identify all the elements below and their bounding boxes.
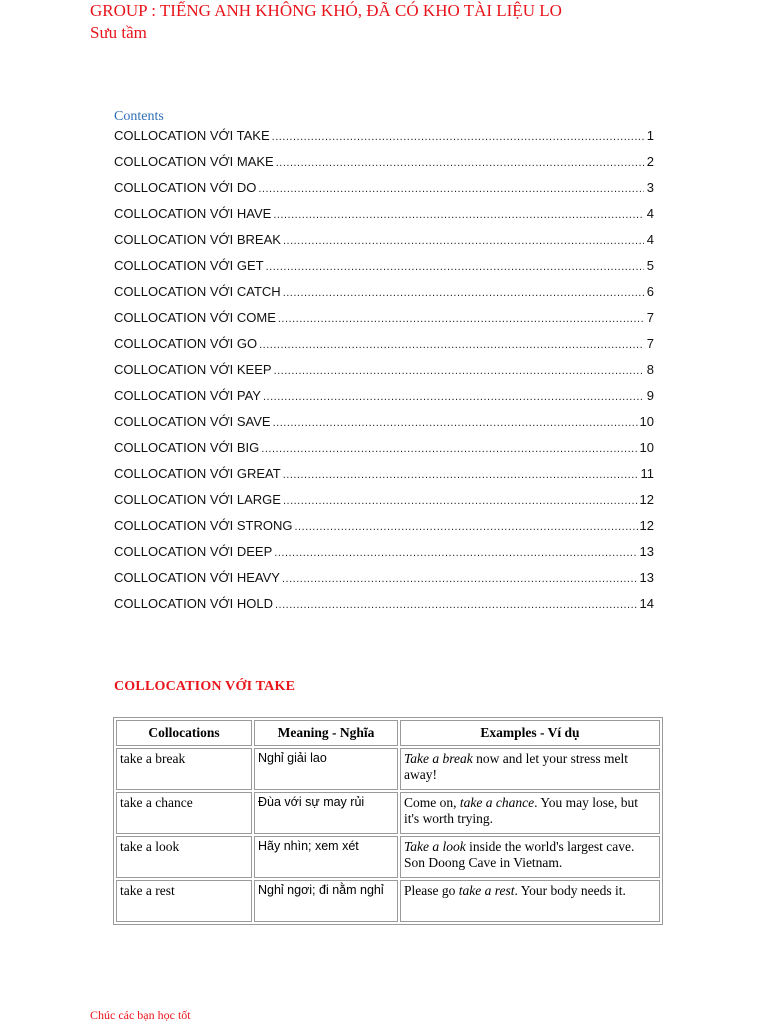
toc-entry[interactable] xyxy=(114,334,654,360)
toc-leader-dots xyxy=(258,179,644,199)
toc-entry-label: COLLOCATION VỚI STRONG xyxy=(114,518,293,533)
toc-entry-page: 10 xyxy=(639,440,654,455)
toc-entry-page: 2 xyxy=(646,154,654,169)
toc-entry-label: COLLOCATION VỚI CATCH xyxy=(114,284,281,299)
example-emphasis: Take a look xyxy=(404,839,466,854)
toc-entry[interactable] xyxy=(114,308,654,334)
column-header-examples: Examples - Ví dụ xyxy=(400,720,660,746)
example-emphasis: take a chance xyxy=(459,795,535,810)
toc-entry-label: COLLOCATION VỚI HAVE xyxy=(114,206,272,221)
toc-entry-label: COLLOCATION VỚI KEEP xyxy=(114,362,272,377)
toc-entry-page: 4 xyxy=(646,232,654,247)
collocation-cell: take a break xyxy=(116,748,252,790)
table-row xyxy=(116,880,660,922)
column-header-meaning: Meaning - Nghĩa xyxy=(254,720,398,746)
example-prefix: Come on, xyxy=(404,795,460,810)
source-note: Sưu tầm xyxy=(90,23,147,42)
footer-note: Chúc các bạn học tốt xyxy=(90,1008,191,1022)
table-of-contents xyxy=(114,126,654,620)
example-cell xyxy=(400,836,660,878)
toc-entry-page: 8 xyxy=(646,362,654,377)
toc-leader-dots xyxy=(273,413,638,433)
toc-entry-page: 5 xyxy=(646,258,654,273)
toc-leader-dots xyxy=(275,595,638,615)
toc-entry-label: COLLOCATION VỚI MAKE xyxy=(114,154,274,169)
meaning-cell: Nghỉ giải lao xyxy=(254,748,398,790)
toc-entry[interactable] xyxy=(114,412,654,438)
toc-entry-label: COLLOCATION VỚI HOLD xyxy=(114,596,273,611)
example-rest: inside the world's largest cave. Son Doong Cave in Vietnam. xyxy=(404,839,635,870)
toc-entry-page: 13 xyxy=(639,544,654,559)
toc-leader-dots xyxy=(274,361,644,381)
toc-entry[interactable] xyxy=(114,360,654,386)
toc-entry-page: 9 xyxy=(646,388,654,403)
toc-entry[interactable] xyxy=(114,178,654,204)
toc-leader-dots xyxy=(266,257,644,277)
toc-leader-dots xyxy=(283,491,638,511)
table-row xyxy=(116,836,660,878)
toc-entry[interactable] xyxy=(114,230,654,256)
toc-leader-dots xyxy=(283,465,639,485)
toc-entry-page: 3 xyxy=(646,180,654,195)
toc-entry-page: 6 xyxy=(646,284,654,299)
toc-entry-label: COLLOCATION VỚI DO xyxy=(114,180,257,195)
toc-entry-label: COLLOCATION VỚI BIG xyxy=(114,440,260,455)
toc-leader-dots xyxy=(283,283,644,303)
toc-entry-page: 11 xyxy=(640,466,654,481)
toc-entry-label: COLLOCATION VỚI GREAT xyxy=(114,466,281,481)
toc-entry-page: 7 xyxy=(646,336,654,351)
toc-entry[interactable] xyxy=(114,438,654,464)
toc-entry-label: COLLOCATION VỚI PAY xyxy=(114,388,261,403)
toc-leader-dots xyxy=(261,439,637,459)
table-row xyxy=(116,748,660,790)
toc-entry-page: 4 xyxy=(646,206,654,221)
example-cell xyxy=(400,792,660,834)
toc-entry[interactable] xyxy=(114,256,654,282)
toc-entry-page: 14 xyxy=(639,596,654,611)
toc-entry[interactable] xyxy=(114,490,654,516)
toc-entry-label: COLLOCATION VỚI DEEP xyxy=(114,544,273,559)
section-heading: COLLOCATION VỚI TAKE xyxy=(114,679,296,694)
toc-entry[interactable] xyxy=(114,594,654,620)
toc-entry-label: COLLOCATION VỚI COME xyxy=(114,310,276,325)
toc-entry[interactable] xyxy=(114,152,654,178)
toc-leader-dots xyxy=(273,205,644,225)
example-cell xyxy=(400,880,660,922)
toc-entry[interactable] xyxy=(114,542,654,568)
example-rest: . You may lose, but it's worth trying. xyxy=(404,795,638,826)
toc-entry[interactable] xyxy=(114,386,654,412)
example-prefix: Please go xyxy=(404,883,459,898)
toc-leader-dots xyxy=(283,231,644,251)
toc-entry-page: 10 xyxy=(639,414,654,429)
toc-entry-label: COLLOCATION VỚI HEAVY xyxy=(114,570,280,585)
toc-entry-page: 12 xyxy=(639,518,654,533)
toc-leader-dots xyxy=(263,387,644,407)
toc-entry-page: 1 xyxy=(646,128,654,143)
toc-leader-dots xyxy=(276,153,644,173)
toc-leader-dots xyxy=(294,517,637,537)
meaning-cell: Hãy nhìn; xem xét xyxy=(254,836,398,878)
toc-entry-label: COLLOCATION VỚI BREAK xyxy=(114,232,281,247)
column-header-collocations: Collocations xyxy=(116,720,252,746)
collocation-cell: take a look xyxy=(116,836,252,878)
toc-entry-label: COLLOCATION VỚI LARGE xyxy=(114,492,281,507)
toc-entry[interactable] xyxy=(114,516,654,542)
toc-entry-label: COLLOCATION VỚI TAKE xyxy=(114,128,270,143)
toc-entry-page: 13 xyxy=(639,570,654,585)
toc-leader-dots xyxy=(282,569,638,589)
table-row xyxy=(116,792,660,834)
toc-entry[interactable] xyxy=(114,464,654,490)
toc-entry-label: COLLOCATION VỚI GO xyxy=(114,336,258,351)
toc-leader-dots xyxy=(272,127,644,147)
toc-entry-page: 12 xyxy=(639,492,654,507)
toc-entry[interactable] xyxy=(114,204,654,230)
group-title: GROUP : TIẾNG ANH KHÔNG KHÓ, ĐÃ CÓ KHO TÀI LIỆU LO xyxy=(90,1,562,20)
toc-entry[interactable] xyxy=(114,126,654,152)
example-cell xyxy=(400,748,660,790)
example-emphasis: take a rest xyxy=(458,883,515,898)
collocation-table xyxy=(113,717,663,925)
meaning-cell: Đùa với sự may rủi xyxy=(254,792,398,834)
toc-entry-page: 7 xyxy=(646,310,654,325)
toc-leader-dots xyxy=(274,543,637,563)
toc-entry-label: COLLOCATION VỚI SAVE xyxy=(114,414,271,429)
collocation-cell: take a chance xyxy=(116,792,252,834)
meaning-cell: Nghỉ ngơi; đi nằm nghỉ xyxy=(254,880,398,922)
example-emphasis: Take a break xyxy=(404,751,473,766)
toc-entry[interactable] xyxy=(114,568,654,594)
contents-title: Contents xyxy=(114,109,164,124)
table-header-row xyxy=(116,720,660,746)
example-rest: now and let your stress melt away! xyxy=(404,751,628,782)
toc-entry[interactable] xyxy=(114,282,654,308)
collocation-cell: take a rest xyxy=(116,880,252,922)
toc-leader-dots xyxy=(278,309,644,329)
toc-leader-dots xyxy=(259,335,644,355)
example-rest: . Your body needs it. xyxy=(514,883,626,898)
toc-entry-label: COLLOCATION VỚI GET xyxy=(114,258,264,273)
